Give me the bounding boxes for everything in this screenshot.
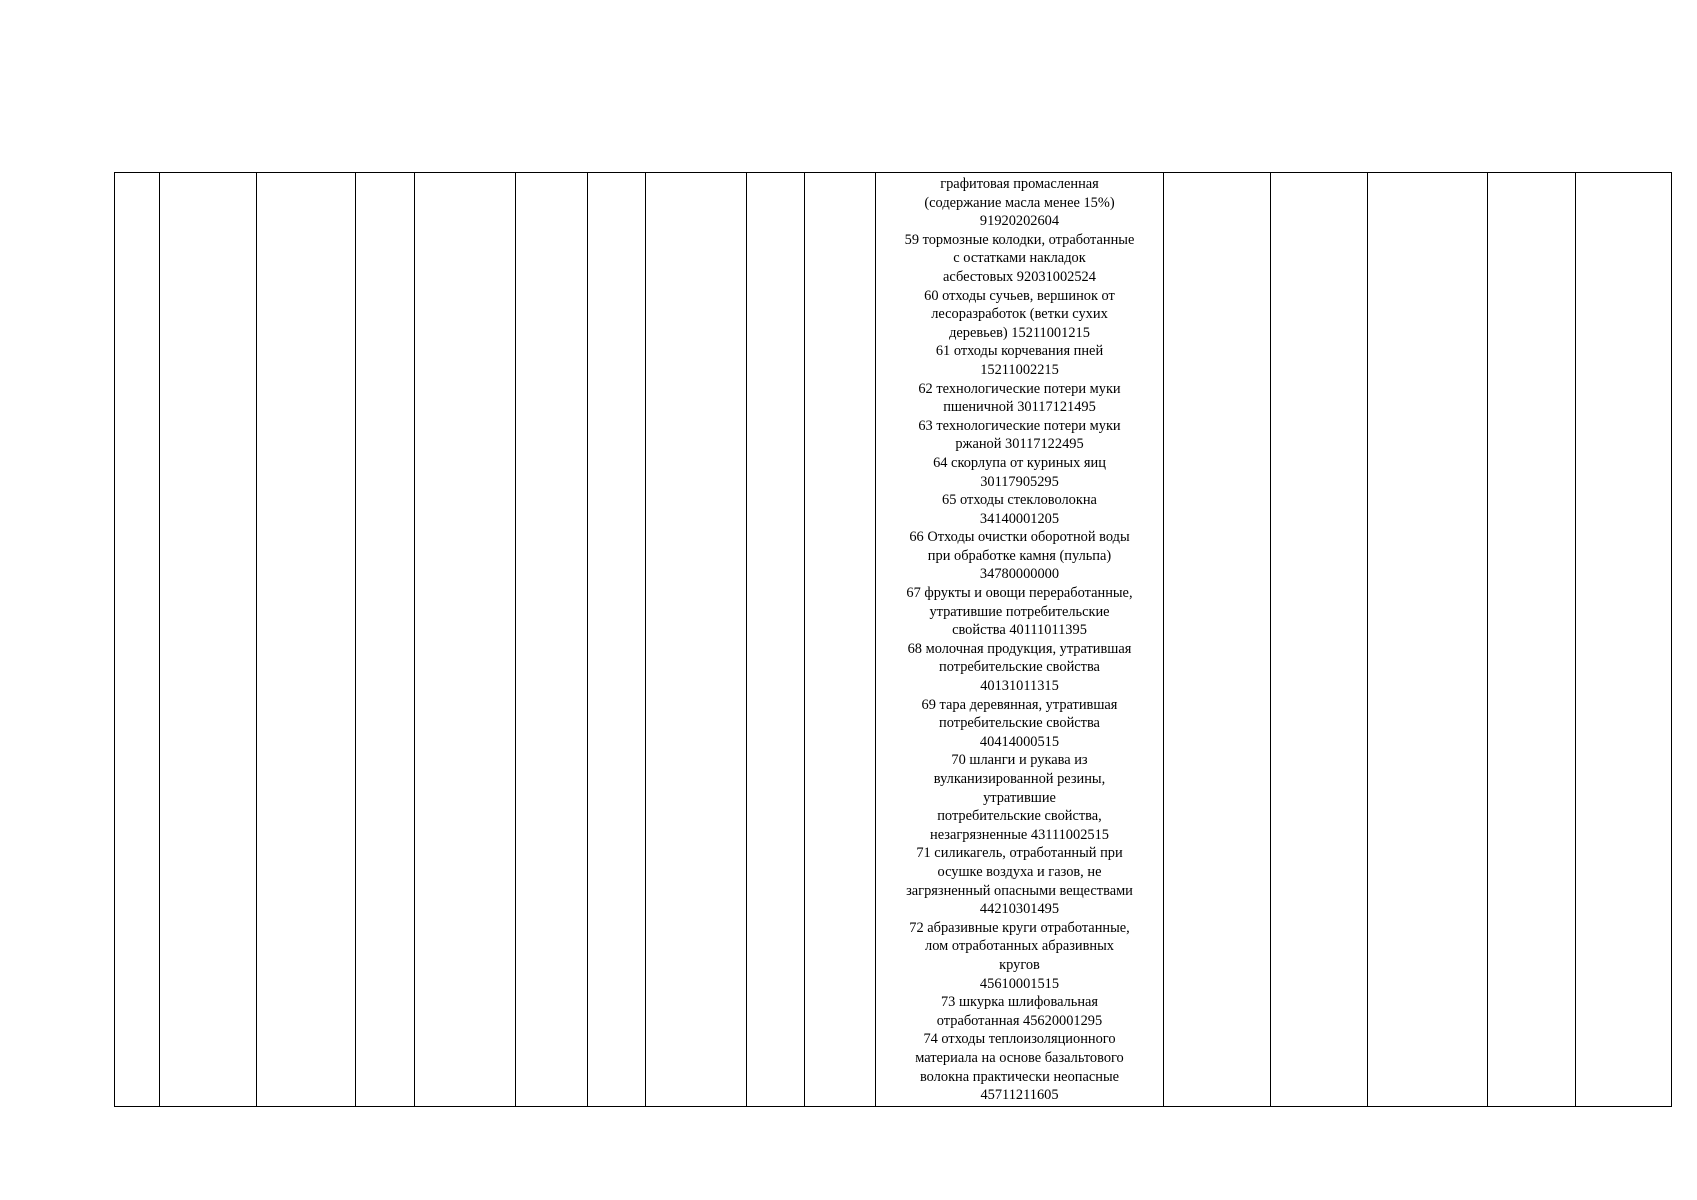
waste-line: деревьев) 15211001215 [949, 324, 1090, 341]
waste-line: 61 отходы корчевания пней [935, 343, 1104, 360]
waste-line: 40131011315 [980, 678, 1059, 695]
waste-line: 45610001515 [979, 975, 1060, 992]
waste-line: отработанная 45620001295 [936, 1012, 1103, 1029]
waste-line: 62 технологические потери муки [918, 380, 1121, 397]
waste-line: осушке воздуха и газов, не [937, 863, 1102, 880]
empty-cell-14 [1368, 173, 1488, 1107]
table-row [115, 173, 1672, 1107]
waste-line: потребительские свойства [939, 715, 1100, 732]
waste-line: 72 абразивные круги отработанные, [909, 919, 1130, 936]
waste-types-list [876, 173, 1163, 1105]
waste-line: потребительские свойства [939, 659, 1100, 676]
empty-cell-3 [257, 173, 356, 1107]
waste-line: лесоразработок (ветки сухих [931, 306, 1108, 323]
empty-cell-13 [1271, 173, 1368, 1107]
waste-line: 15211002215 [980, 361, 1059, 378]
waste-types-cell [876, 173, 1164, 1107]
waste-line: кругов [999, 956, 1040, 973]
waste-line: 59 тормозные колодки, отработанные [904, 231, 1135, 248]
waste-line: вулканизированной резины, [933, 771, 1106, 787]
waste-line: с остатками накладок [953, 250, 1086, 267]
waste-line: 40414000515 [979, 733, 1060, 750]
waste-line: потребительские свойства, [937, 808, 1102, 825]
waste-line: загрязненный опасными веществами [906, 882, 1133, 899]
empty-cell-8 [646, 173, 747, 1107]
waste-line: 71 силикагель, отработанный при [916, 845, 1123, 862]
waste-line: 66 Отходы очистки оборотной воды [909, 529, 1130, 546]
waste-line: 60 отходы сучьев, вершинок от [924, 287, 1115, 304]
waste-line: лом отработанных абразивных [925, 938, 1114, 955]
waste-line: 34140001205 [979, 510, 1060, 527]
waste-line: 68 молочная продукция, утратившая [907, 640, 1132, 657]
waste-line: утратившие потребительские [929, 603, 1110, 620]
waste-line: 64 скорлупа от куриных яиц [933, 454, 1106, 471]
empty-cell-16 [1576, 173, 1672, 1107]
waste-line: свойства 40111011395 [952, 622, 1087, 639]
waste-line: незагрязненные 43111002515 [930, 826, 1109, 843]
empty-cell-6 [516, 173, 588, 1107]
waste-line: 65 отходы стекловолокна [942, 492, 1097, 509]
waste-line: 63 технологические потери муки [918, 417, 1121, 434]
empty-cell-5 [415, 173, 516, 1107]
waste-line: асбестовых 92031002524 [943, 268, 1096, 285]
waste-line: 44210301495 [979, 901, 1060, 918]
waste-line: ржаной 30117122495 [955, 436, 1084, 453]
waste-line: 34780000000 [979, 566, 1060, 583]
empty-cell-2 [160, 173, 257, 1107]
waste-line: 73 шкурка шлифовальная [940, 994, 1099, 1011]
empty-cell-10 [805, 173, 876, 1107]
waste-line: 30117905295 [980, 473, 1059, 490]
waste-line: 69 тара деревянная, утратившая [921, 696, 1118, 713]
empty-cell-7 [588, 173, 646, 1107]
empty-cell-9 [747, 173, 805, 1107]
waste-line: 70 шланги и рукава из [951, 752, 1088, 769]
waste-line: пшеничной 30117121495 [943, 399, 1096, 416]
waste-line: (содержание масла менее 15%) [924, 194, 1115, 211]
waste-line: графитовая промасленная [940, 176, 1099, 192]
empty-cell-4 [356, 173, 415, 1107]
waste-line: 74 отходы теплоизоляционного [923, 1031, 1116, 1048]
waste-line: 67 фрукты и овощи переработанные, [906, 585, 1133, 602]
empty-cell-1 [115, 173, 160, 1107]
waste-line: при обработке камня (пульпа) [927, 547, 1112, 564]
empty-cell-15 [1488, 173, 1576, 1107]
waste-line: волокна практически неопасные [919, 1068, 1119, 1085]
waste-line: 91920202604 [979, 213, 1060, 230]
waste-register-table [114, 172, 1672, 1107]
empty-cell-12 [1164, 173, 1271, 1107]
waste-line: утратившие [983, 789, 1056, 806]
waste-line: материала на основе базальтового [915, 1049, 1124, 1066]
waste-line: 45711211605 [980, 1087, 1059, 1104]
